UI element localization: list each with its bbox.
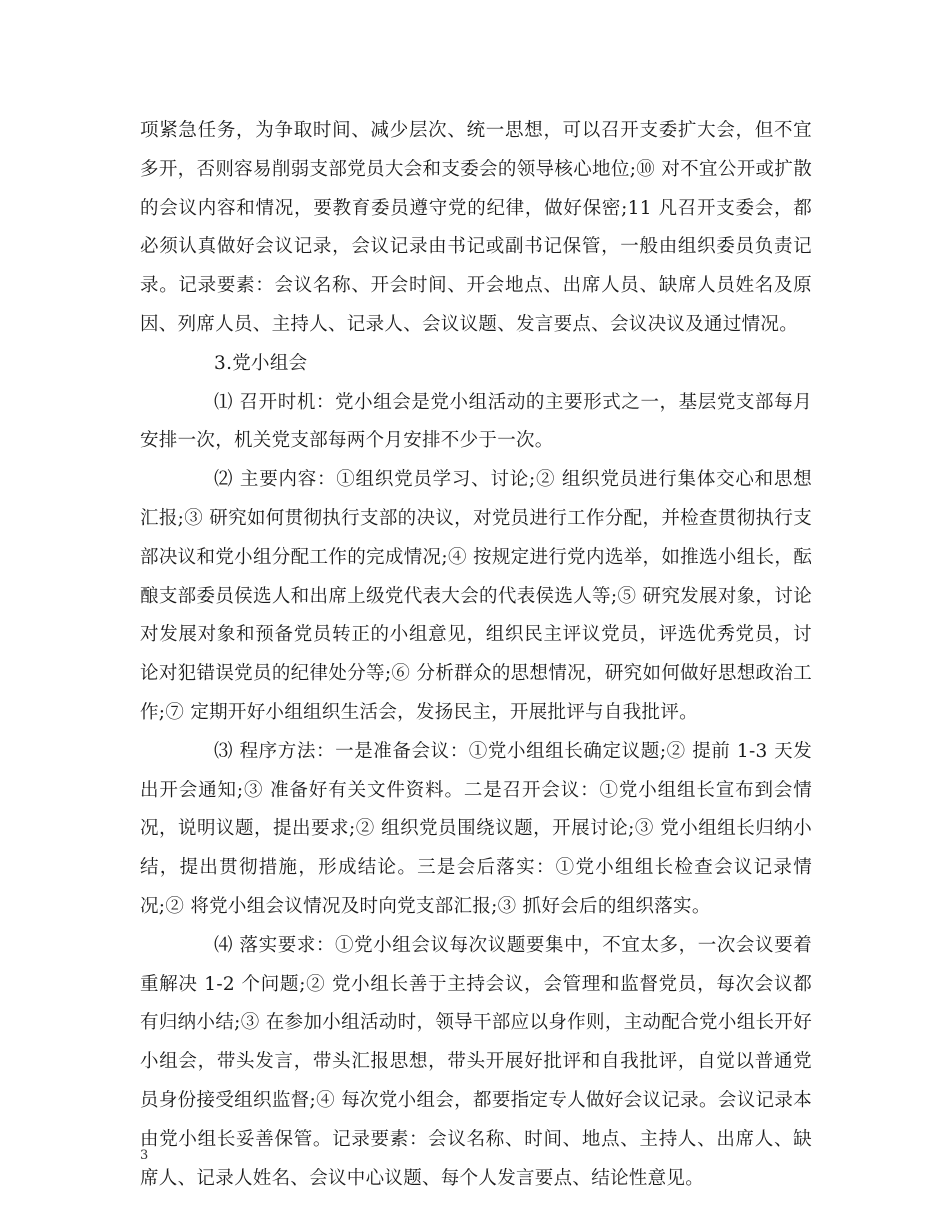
paragraph-continuation: 项紧急任务，为争取时间、减少层次、统一思想，可以召开支委扩大会，但不宜多开，否则容易削弱支部党员大会和支委会的领导核心地位;⑩ 对不宜公开或扩散的会议内容和情况，要教育委员遵守党的纪律，做好保密;11 凡召开支委会，都必须认真做好会议记录，会议记录由书记或副书记保管，一般由组织委员负责记录。记录要素：会议名称、开会时间、开会地点、出席人员、缺席人员姓名及原因、列席人员、主持人、记录人、会议议题、发言要点、会议决议及通过情况。 <box>140 120 812 335</box>
paragraph-main-content: ⑵ 主要内容：①组织党员学习、讨论;② 组织党员进行集体交心和思想汇报;③ 研究如何贯彻执行支部的决议，对党员进行工作分配，并检查贯彻执行支部决议和党小组分配工作的完成情况;④ 按规定进行党内选举，如推选小组长，酝酿支部委员侯选人和出席上级党代表大会的代表侯选人等;⑤ 研究发展对象，讨论对发展对象和预备党员转正的小组意见，组织民主评议党员，评选优秀党员，讨论对犯错误党员的纪律处分等;⑥ 分析群众的思想情况，研究如何做好思想政治工作;⑦ 定期开好小组组织生活会，发扬民主，开展批评与自我批评。 <box>140 469 812 723</box>
paragraph-requirements: ⑷ 落实要求：①党小组会议每次议题要集中，不宜太多，一次会议要着重解决 1-2 个问题;② 党小组长善于主持会议，会管理和监督党员，每次会议都有归纳小结;③ 在参加小组活动时，领导干部应以身作则，主动配合党小组长开好小组会，带头发言，带头汇报思想，带头开展好批评和自我批评，自觉以普通党员身份接受组织监督;④ 每次党小组会，都要指定专人做好会议记录。会议记录本由党小组长妥善保管。记录要素：会议名称、时间、地点、主持人、出席人、缺席人、记录人姓名、会议中心议题、每个人发言要点、结论性意见。 <box>140 934 812 1189</box>
page-number: 3 <box>140 1148 149 1163</box>
section-heading-party-group-meeting: 3.党小组会 <box>214 352 308 374</box>
paragraph-procedure: ⑶ 程序方法：一是准备会议：①党小组组长确定议题;② 提前 1-3 天发出开会通知;③ 准备好有关文件资料。二是召开会议：①党小组组长宣布到会情况，说明议题，提出要求;② 组织党员围绕议题，开展讨论;③ 党小组组长归纳小结，提出贯彻措施，形成结论。三是会后落实：①党小组组长检查会议记录情况;② 将党小组会议情况及时向党支部汇报;③ 抓好会后的组织落实。 <box>140 740 812 917</box>
paragraph-timing: ⑴ 召开时机：党小组会是党小组活动的主要形式之一，基层党支部每月安排一次，机关党支部每两个月安排不少于一次。 <box>140 391 812 452</box>
document-body <box>140 112 812 1198</box>
